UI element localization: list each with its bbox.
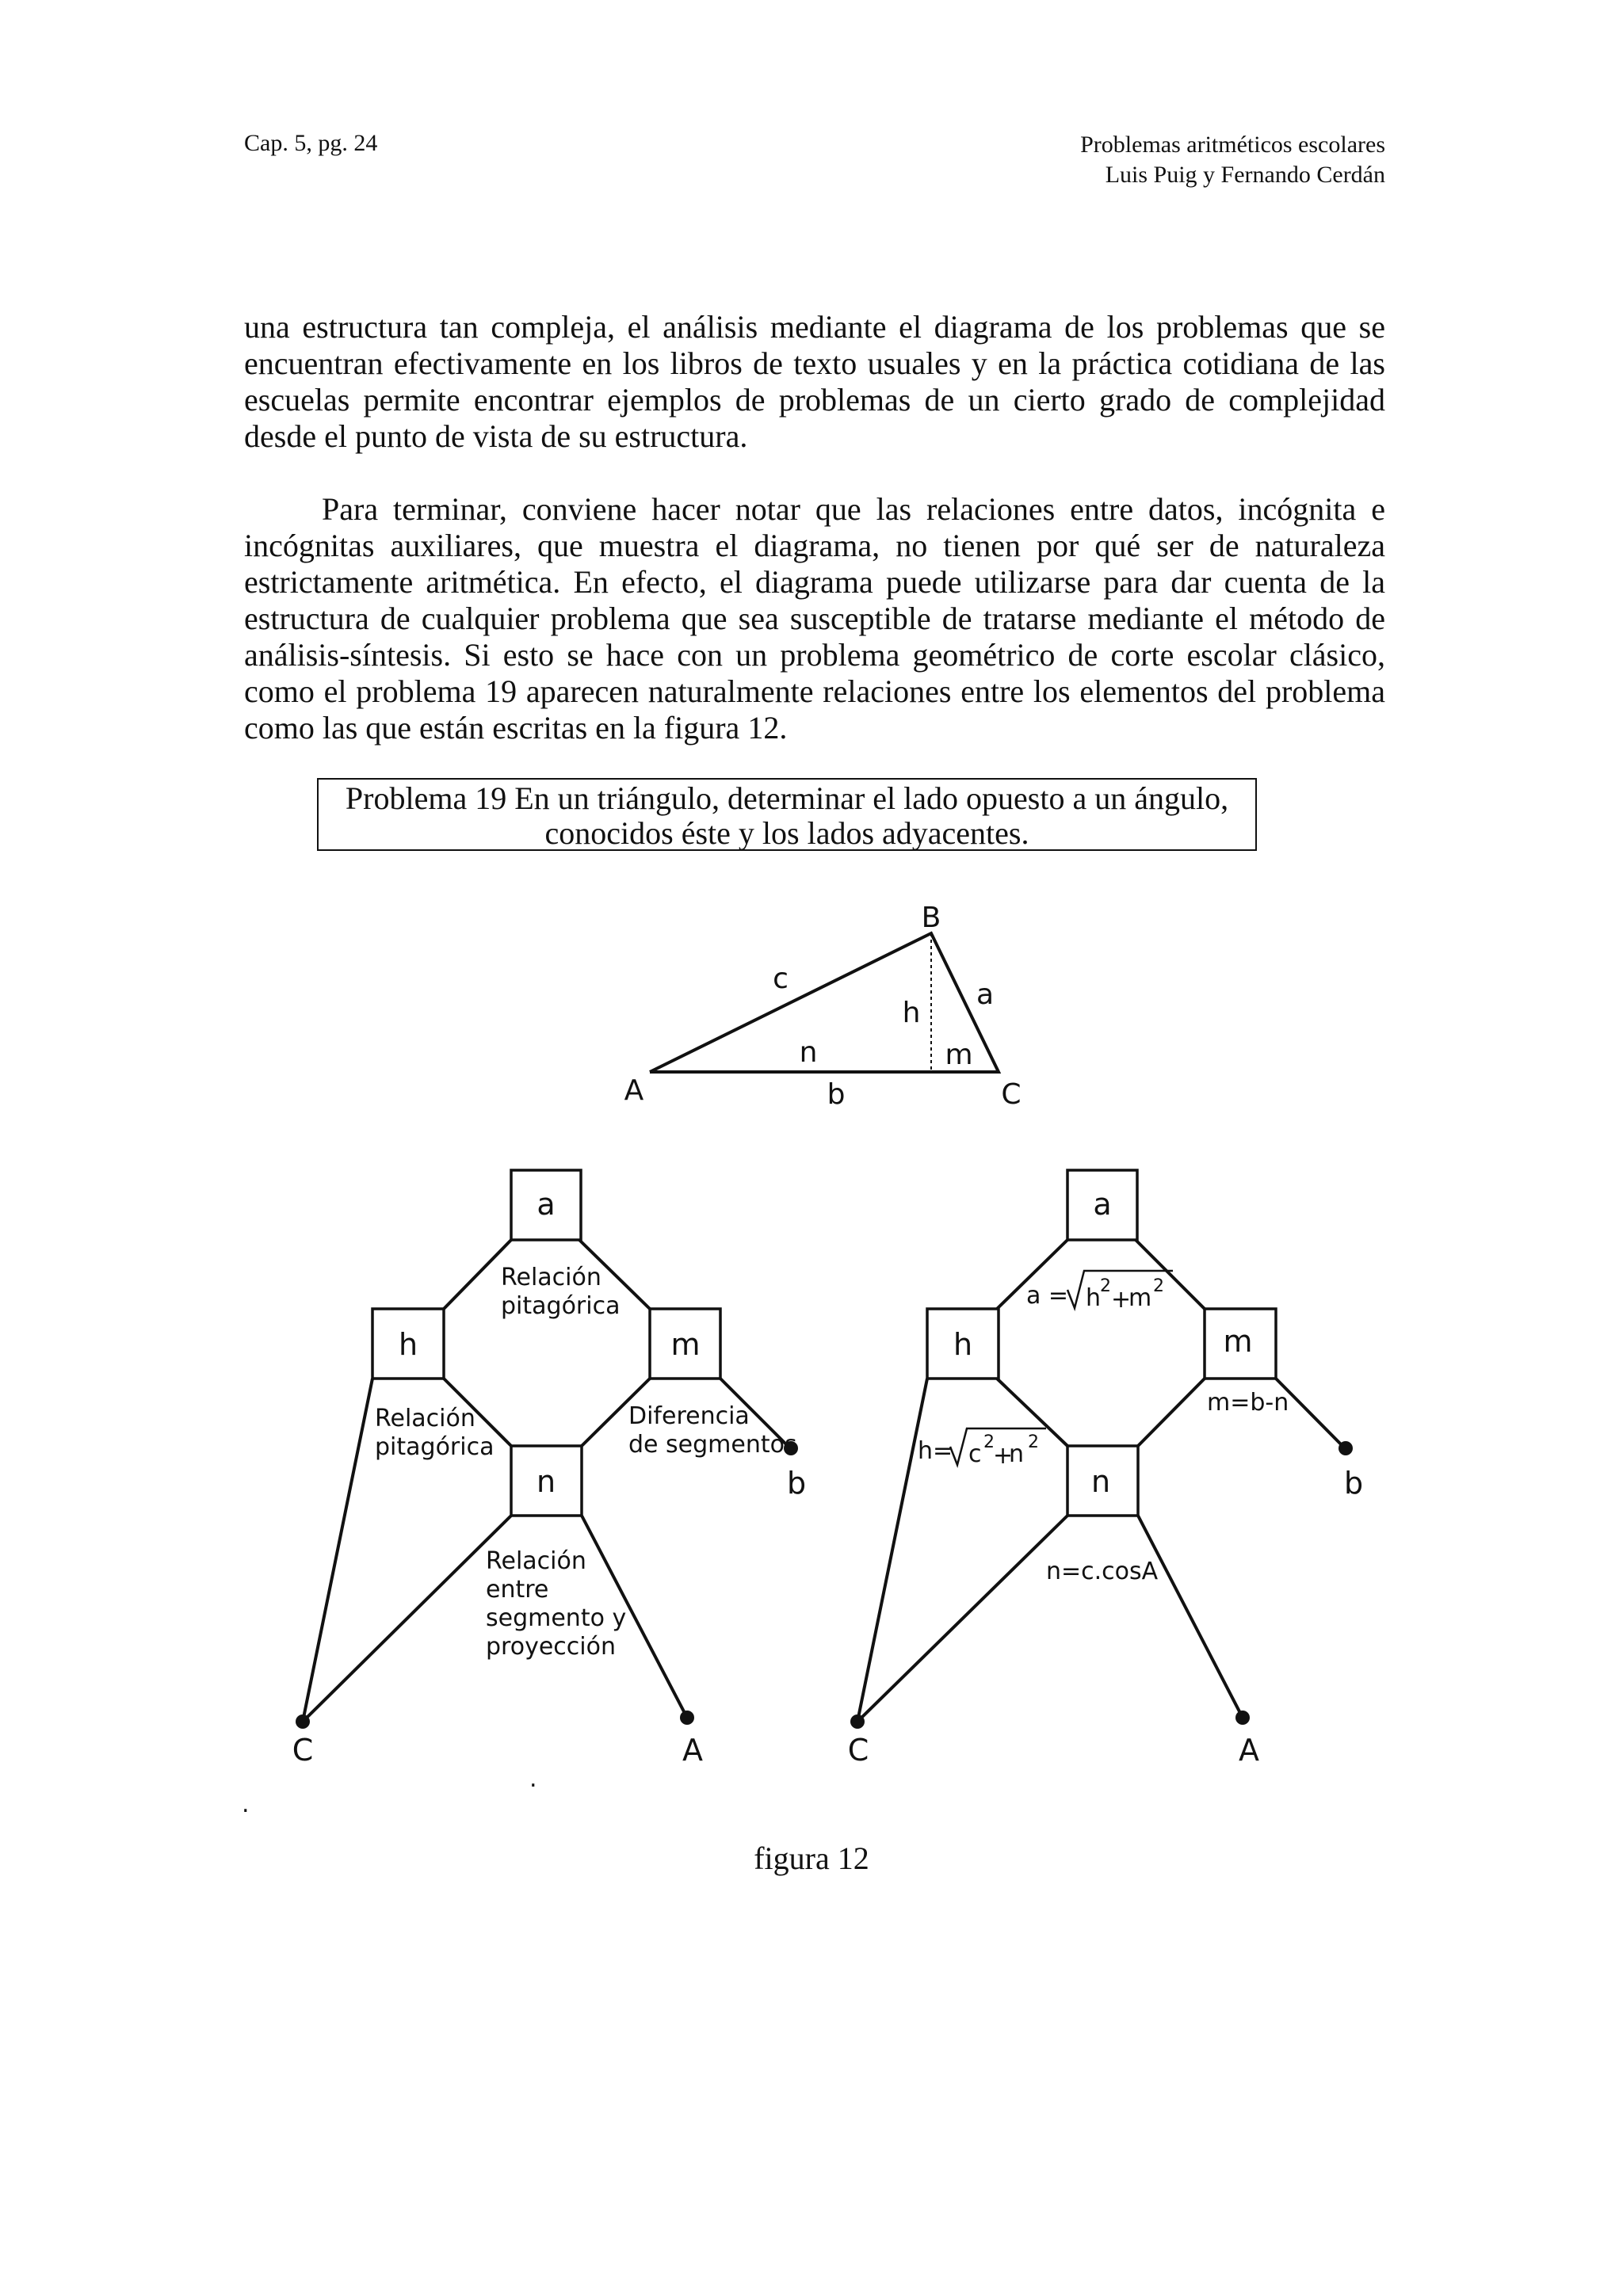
left-relation-left-line1: Relación <box>375 1405 475 1432</box>
triangle-side-b: b <box>827 1078 846 1111</box>
left-leaf-b: b <box>786 1466 807 1501</box>
left-relation-bottom-line3: segmento y <box>486 1604 627 1632</box>
right-leaf-b: b <box>1343 1466 1364 1501</box>
right-leaf-a: A <box>1239 1733 1259 1768</box>
triangle-vertex-c: C <box>1001 1078 1022 1111</box>
left-relation-top-line1: Relación <box>501 1264 601 1291</box>
right-leaf-c: C <box>847 1733 869 1768</box>
left-analysis-diagram <box>292 1170 806 1768</box>
left-node-a: a <box>537 1187 556 1222</box>
svg-text:2: 2 <box>1028 1432 1039 1452</box>
left-leaf-a-dot <box>680 1711 694 1725</box>
svg-text:c: c <box>968 1440 982 1468</box>
svg-text:n: n <box>1009 1440 1025 1468</box>
right-leaf-b-dot <box>1338 1441 1353 1455</box>
book-authors: Luis Puig y Fernando Cerdán <box>1105 162 1385 188</box>
left-leaf-a: A <box>682 1733 703 1768</box>
stray-dot-2: . <box>242 1791 250 1818</box>
problem-line-2: conocidos éste y los lados adyacentes. <box>544 815 1029 851</box>
stray-dot-1: . <box>529 1765 537 1793</box>
left-relation-bottom-line2: entre <box>486 1576 549 1604</box>
triangle-side-a: a <box>976 978 995 1011</box>
left-relation-bottom-line4: proyección <box>486 1633 616 1661</box>
figure-caption: figura 12 <box>754 1840 869 1876</box>
right-leaf-a-dot <box>1235 1711 1250 1725</box>
left-relation-left-line2: pitagórica <box>375 1433 495 1461</box>
svg-text:+: + <box>993 1442 1014 1470</box>
right-leaf-c-dot <box>850 1714 865 1729</box>
svg-text:h: h <box>1086 1284 1102 1312</box>
svg-text:2: 2 <box>1153 1276 1164 1296</box>
triangle-vertex-a: A <box>624 1074 644 1107</box>
problem-line-1: Problema 19 En un triángulo, determinar el lado opuesto a un ángulo, <box>345 780 1229 816</box>
left-leaf-c: C <box>292 1733 314 1768</box>
triangle-vertex-b: B <box>921 902 941 934</box>
formula-h-prefix: h= <box>918 1437 953 1465</box>
paragraph-2: Para terminar, conviene hacer notar que las relaciones entre datos, incógnita e incógnitas auxiliares, que muestra el diagrama, no tienen por qué ser de naturaleza estrictamente aritmética. En efecto, el diagrama puede utilizarse para dar cuenta de la estructura de cualquier problema que sea susceptible de tratarse mediante el método de análisis-síntesis. Si esto se hace con un problema geométrico de corte escolar clásico, como el problema 19 aparecen naturalmente relaciones entre los elementos del problema como las que están escritas en la figura 12. <box>244 491 1385 746</box>
triangle-segment-n: n <box>799 1036 818 1069</box>
right-node-m: m <box>1223 1324 1253 1359</box>
formula-a <box>1026 1271 1173 1314</box>
running-header-left: Cap. 5, pg. 24 <box>244 130 378 156</box>
left-node-h: h <box>398 1327 418 1362</box>
formula-a-prefix: a = <box>1026 1282 1069 1310</box>
left-relation-bottom-line1: Relación <box>486 1547 586 1575</box>
svg-text:m: m <box>1128 1284 1152 1312</box>
svg-text:2: 2 <box>983 1432 995 1452</box>
right-formula-diagram <box>848 1170 1363 1768</box>
right-node-a: a <box>1093 1187 1112 1222</box>
left-relation-right-line1: Diferencia <box>628 1402 750 1430</box>
left-node-m: m <box>670 1327 701 1362</box>
formula-m: m=b-n <box>1207 1389 1289 1417</box>
triangle-segment-m: m <box>945 1039 973 1071</box>
triangle-figure <box>624 902 1022 1111</box>
book-title: Problemas aritméticos escolares <box>1080 132 1385 158</box>
right-node-n: n <box>1090 1464 1111 1499</box>
left-node-n: n <box>536 1464 556 1499</box>
left-leaf-c-dot <box>296 1714 310 1729</box>
left-relation-top-line2: pitagórica <box>501 1292 621 1320</box>
triangle-height-h: h <box>902 997 921 1029</box>
formula-h <box>918 1428 1046 1470</box>
paragraph-1: una estructura tan compleja, el análisis mediante el diagrama de los problemas que se encuentran efectivamente en los libros de texto usuales y en la práctica cotidiana de las escuelas permite encontrar ejemplos de problemas de un cierto grado de complejidad desde el punto de vista de su estructura. <box>244 309 1385 454</box>
svg-text:+: + <box>1111 1286 1132 1314</box>
formula-n: n=c.cosA <box>1046 1558 1159 1585</box>
right-node-h: h <box>953 1327 973 1362</box>
svg-text:2: 2 <box>1100 1276 1111 1296</box>
left-relation-right-line2: de segmentos <box>628 1431 797 1459</box>
triangle-side-c: c <box>773 963 789 995</box>
